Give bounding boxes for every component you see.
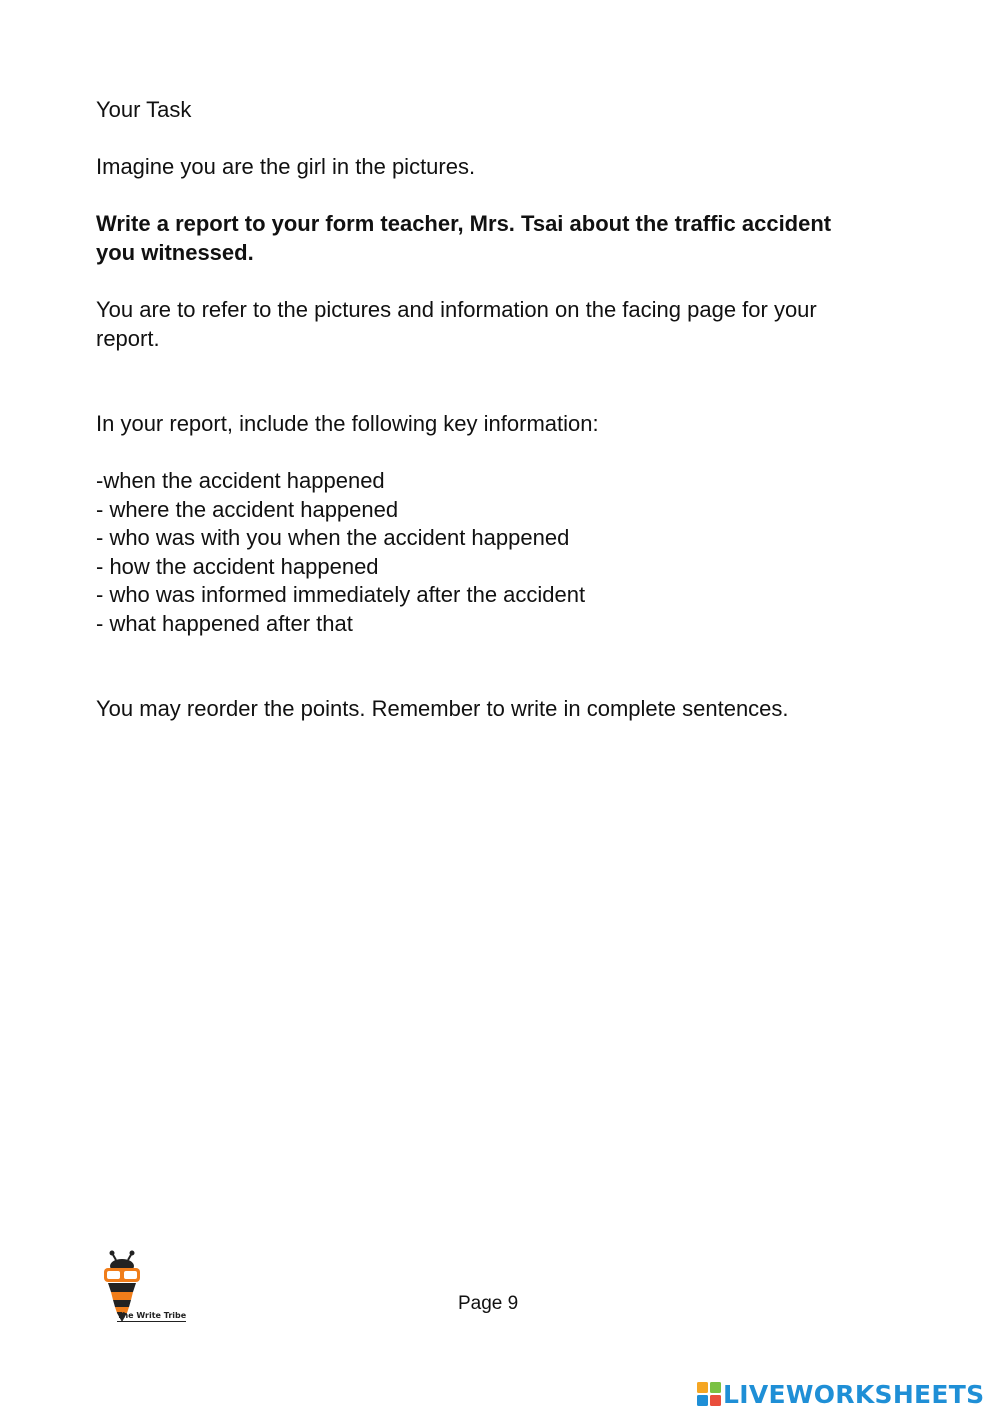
reference-text: [96, 296, 817, 353]
liveworksheets-badge[interactable]: [697, 1378, 984, 1410]
logo-caption: The Write Tribe: [117, 1311, 187, 1320]
list-item: - where the accident happened: [96, 496, 399, 522]
list-item: - who was with you when the accident happened: [96, 525, 570, 551]
intro-text: Imagine you are the girl in the pictures.: [96, 154, 476, 179]
reference-line: report.: [96, 325, 160, 351]
closing-text: You may reorder the points. Remember to write in complete sentences.: [96, 696, 789, 721]
task-heading: Your Task: [96, 97, 192, 122]
liveworksheets-icon: [697, 1382, 721, 1406]
reference-line: You are to refer to the pictures and information on the facing page for your: [96, 297, 817, 322]
list-item: - how the accident happened: [96, 553, 379, 579]
task-instruction-line: Write a report to your form teacher, Mrs. Tsai about the traffic accident: [96, 211, 832, 236]
list-item: - who was informed immediately after the accident: [96, 582, 586, 608]
page-number: Page 9: [458, 1293, 519, 1314]
liveworksheets-logo-text: LIVEWORKSHEETS: [723, 1379, 985, 1409]
key-info-intro: In your report, include the following key information:: [96, 411, 599, 436]
list-item: - what happened after that: [96, 610, 353, 636]
list-item: -when the accident happened: [96, 468, 385, 493]
task-instruction: [96, 210, 831, 267]
task-instruction-line: you witnessed.: [96, 239, 254, 265]
key-points-list: [96, 467, 585, 639]
